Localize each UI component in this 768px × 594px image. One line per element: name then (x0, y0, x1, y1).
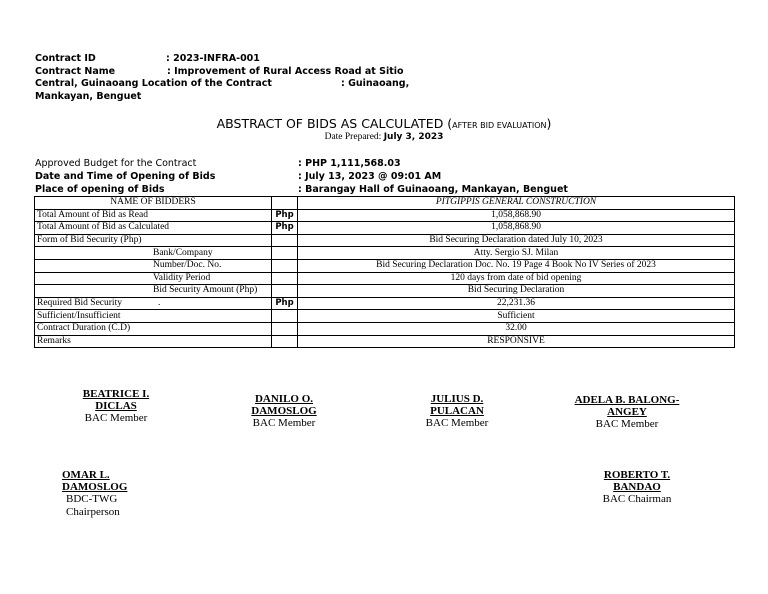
signatory-name: DANILO O. (254, 393, 314, 405)
signatory-name: OMAR L. (62, 469, 110, 481)
signatory-position: BAC Chairman (602, 493, 672, 505)
row-label-text: Required Bid Security (37, 298, 122, 309)
opening-value: : July 13, 2023 @ 09:01 AM (298, 171, 442, 182)
row-currency (272, 247, 298, 260)
table-row (35, 247, 735, 260)
table-row (35, 209, 735, 222)
signatory-bandao (587, 469, 687, 505)
row-currency: Php (272, 297, 298, 310)
row-label (35, 222, 272, 235)
signatory-omar-damoslog (62, 469, 132, 518)
signatory-position: BAC Member (595, 418, 659, 430)
row-value: 32.00 (298, 322, 735, 335)
contract-name-line2: Central, Guinaoang Location of the Contract (35, 78, 272, 89)
contract-id-value: : 2023-INFRA-001 (166, 53, 260, 64)
row-label-text: Total Amount of Bid as Calculated (37, 222, 170, 233)
row-value: Bid Securing Declaration (298, 285, 735, 298)
row-currency (272, 272, 298, 285)
signatory-balong-angey (562, 394, 692, 430)
bids-table (34, 196, 735, 348)
signatory-name-2: ANGEY (607, 406, 647, 418)
place-label: Place of opening of Bids (35, 184, 165, 195)
signatory-name-2: DICLAS (95, 400, 137, 412)
signatory-position: BAC Member (84, 412, 148, 424)
row-currency: Php (272, 222, 298, 235)
row-value: Bid Securing Declaration Doc. No. 19 Page 4 Book No IV Series of 2023 (298, 259, 735, 272)
signatory-name: BEATRICE I. (82, 388, 150, 400)
row-currency (272, 234, 298, 247)
row-label (35, 247, 272, 260)
table-row (35, 297, 735, 310)
row-currency: Php (272, 209, 298, 222)
location-line2: Mankayan, Benguet (35, 91, 142, 102)
row-label (35, 285, 272, 298)
signatory-damoslog (234, 393, 334, 429)
row-value: Bid Securing Declaration dated July 10, 2023 (298, 234, 735, 247)
signatory-name-2: DAMOSLOG (251, 405, 317, 417)
row-value: 1,058,868.90 (298, 222, 735, 235)
row-label-text: Form of Bid Security (Php) (37, 235, 142, 246)
row-label (35, 209, 272, 222)
title-small: AFTER BID EVALUATION (452, 121, 547, 130)
signatory-name: ROBERTO T. (603, 469, 671, 481)
page-title (0, 116, 768, 131)
header-blank (272, 197, 298, 210)
table-row (35, 285, 735, 298)
header-bidders: NAME OF BIDDERS (35, 197, 272, 210)
row-currency (272, 322, 298, 335)
row-label-text: Total Amount of Bid as Read (37, 209, 148, 220)
row-value: Sufficient (298, 310, 735, 323)
title-close: ) (546, 116, 552, 131)
signatory-name-2: PULACAN (430, 405, 484, 417)
contract-id-label: Contract ID (35, 53, 96, 64)
row-label (35, 234, 272, 247)
signatory-pulacan (407, 393, 507, 429)
row-label-text: Number/Doc. No. (153, 260, 222, 271)
table-row (35, 335, 735, 348)
signatory-diclas (66, 388, 166, 424)
row-label-text: Bid Security Amount (Php) (153, 285, 258, 296)
row-dot: . (157, 298, 161, 309)
row-label (35, 297, 272, 310)
table-row (35, 310, 735, 323)
signatory-position: BAC Member (425, 417, 489, 429)
row-currency (272, 310, 298, 323)
table-row (35, 259, 735, 272)
row-value: Atty. Sergio SJ. Milan (298, 247, 735, 260)
row-value: 22,231.36 (298, 297, 735, 310)
row-label-text: Remarks (37, 335, 71, 346)
place-value: : Barangay Hall of Guinaoang, Mankayan, Benguet (298, 184, 568, 195)
signatory-position: BDC-TWG (66, 493, 118, 505)
date-prepared-label: Date Prepared: (324, 132, 384, 142)
location-value: : Guinaoang, (341, 78, 410, 89)
table-row (35, 222, 735, 235)
contract-name-label: Contract Name (35, 66, 116, 77)
row-currency (272, 259, 298, 272)
table-row (35, 272, 735, 285)
row-value: 120 days from date of bid opening (298, 272, 735, 285)
abc-value: : PHP 1,111,568.03 (298, 158, 401, 169)
row-value: 1,058,868.90 (298, 209, 735, 222)
signatory-position: BAC Member (252, 417, 316, 429)
row-label (35, 310, 272, 323)
header-bidder-name: PITGIPPIS GENERAL CONSTRUCTION (298, 197, 735, 210)
row-label (35, 259, 272, 272)
row-label-text: Sufficient/Insufficient (37, 310, 121, 321)
signatory-name: ADELA B. BALONG- (574, 394, 680, 406)
table-header-row (35, 197, 735, 210)
signatory-name-2: BANDAO (613, 481, 661, 493)
opening-label: Date and Time of Opening of Bids (35, 171, 216, 182)
row-label-text: Bank/Company (153, 247, 213, 258)
contract-name-value: : Improvement of Rural Access Road at Sitio (167, 66, 404, 77)
table-row (35, 322, 735, 335)
row-label (35, 322, 272, 335)
row-label-text: Validity Period (153, 272, 211, 283)
date-prepared (0, 132, 768, 142)
signatory-name-2: DAMOSLOG (62, 481, 128, 493)
table-row (35, 234, 735, 247)
title-main: ABSTRACT OF BIDS AS CALCULATED ( (216, 116, 453, 131)
row-currency (272, 335, 298, 348)
row-label-text: Contract Duration (C.D) (37, 323, 131, 334)
row-currency (272, 285, 298, 298)
signatory-name: JULIUS D. (430, 393, 484, 405)
row-value: RESPONSIVE (298, 335, 735, 348)
row-label (35, 335, 272, 348)
signatory-position-2: Chairperson (66, 506, 120, 518)
row-label (35, 272, 272, 285)
abc-label: Approved Budget for the Contract (35, 158, 197, 169)
date-prepared-value: July 3, 2023 (383, 132, 444, 142)
